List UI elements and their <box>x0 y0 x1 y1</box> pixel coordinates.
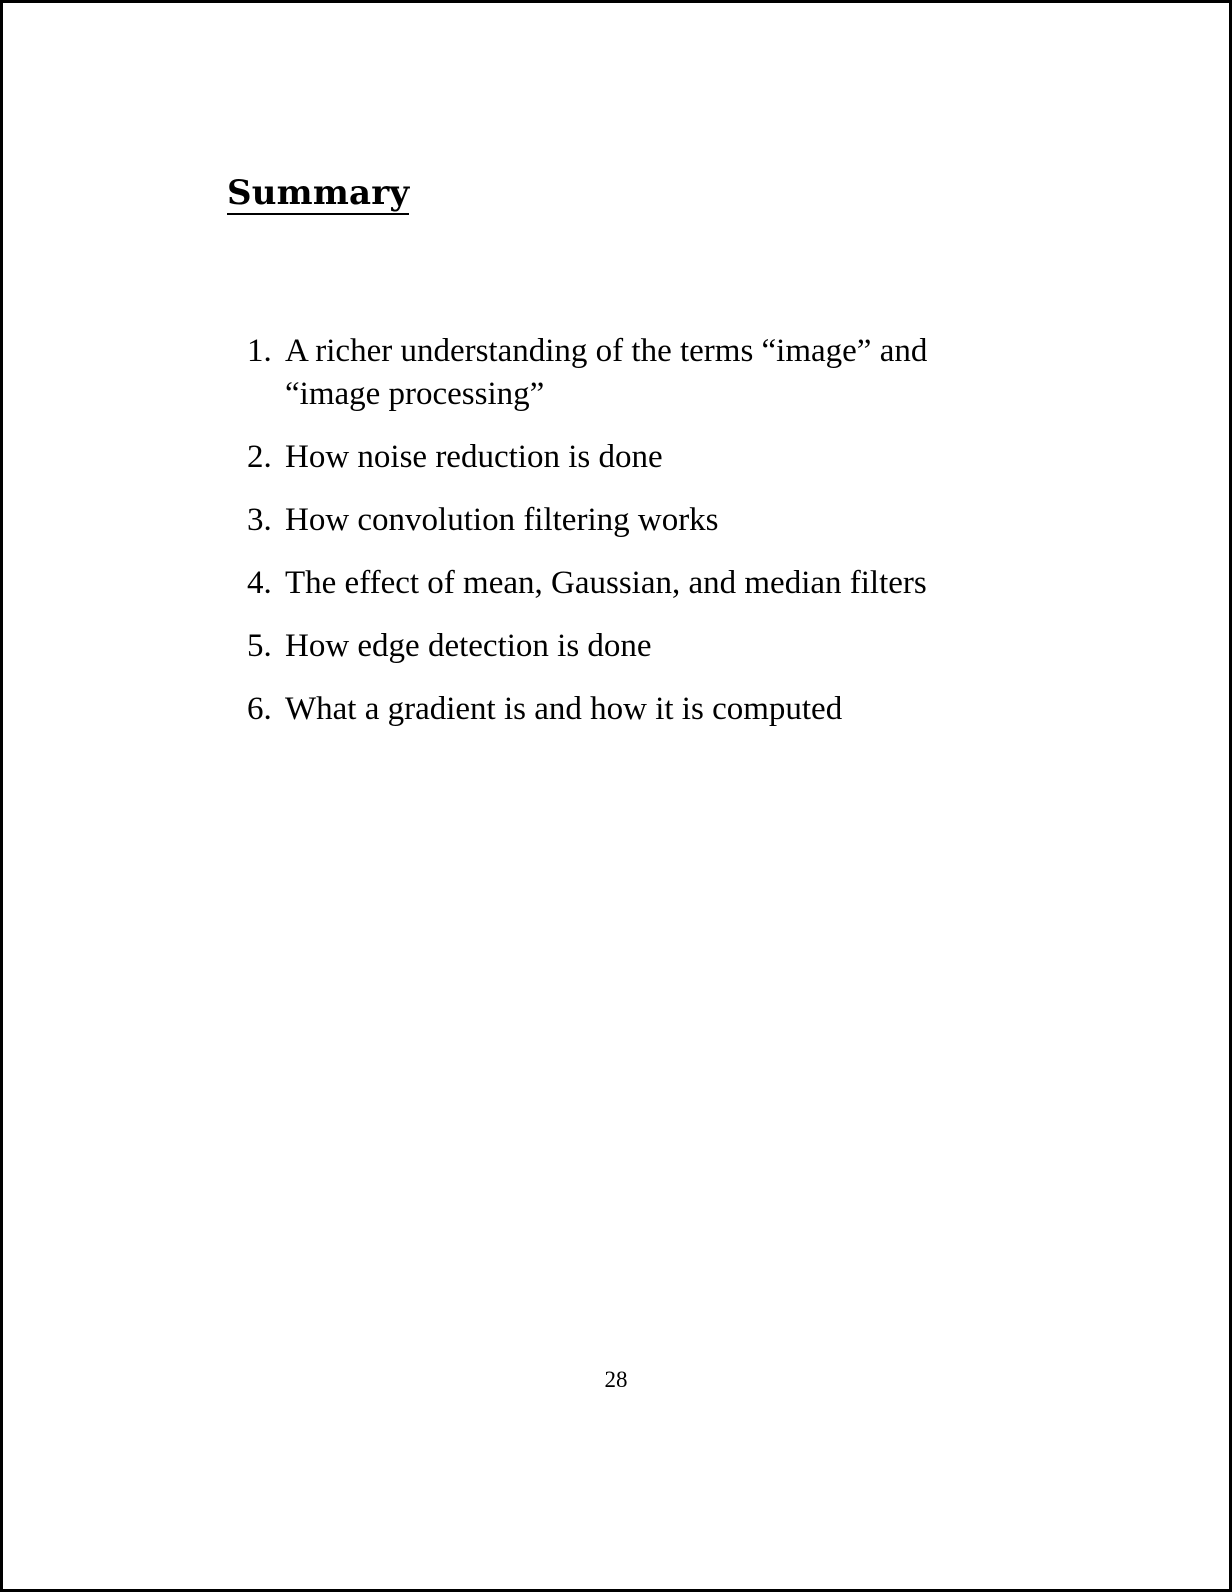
summary-item-text: How edge detection is done <box>285 628 652 664</box>
page-number: 28 <box>604 1367 628 1392</box>
summary-item-4 <box>247 562 1007 605</box>
summary-item-number: 5. <box>247 628 272 664</box>
summary-item-number: 4. <box>247 565 272 601</box>
summary-item-number: 3. <box>247 502 272 538</box>
summary-item-number: 2. <box>247 439 272 475</box>
summary-item-3 <box>247 499 1007 542</box>
summary-item-text: How noise reduction is done <box>285 439 663 475</box>
summary-item-text: What a gradient is and how it is computed <box>285 691 843 727</box>
summary-item-5 <box>247 625 1007 668</box>
page-title: Summary <box>227 175 409 215</box>
summary-item-2 <box>247 436 1007 479</box>
summary-item-number: 6. <box>247 691 272 727</box>
summary-item-text: How convolution filtering works <box>285 502 719 538</box>
summary-item-number: 1. <box>247 333 272 369</box>
summary-item-text: The effect of mean, Gaussian, and median filters <box>285 565 927 601</box>
summary-item-6 <box>247 688 1007 731</box>
summary-list <box>247 330 1007 751</box>
summary-item-1 <box>247 330 1007 416</box>
summary-item-text: A richer understanding of the terms “image” and “image processing” <box>285 333 928 412</box>
